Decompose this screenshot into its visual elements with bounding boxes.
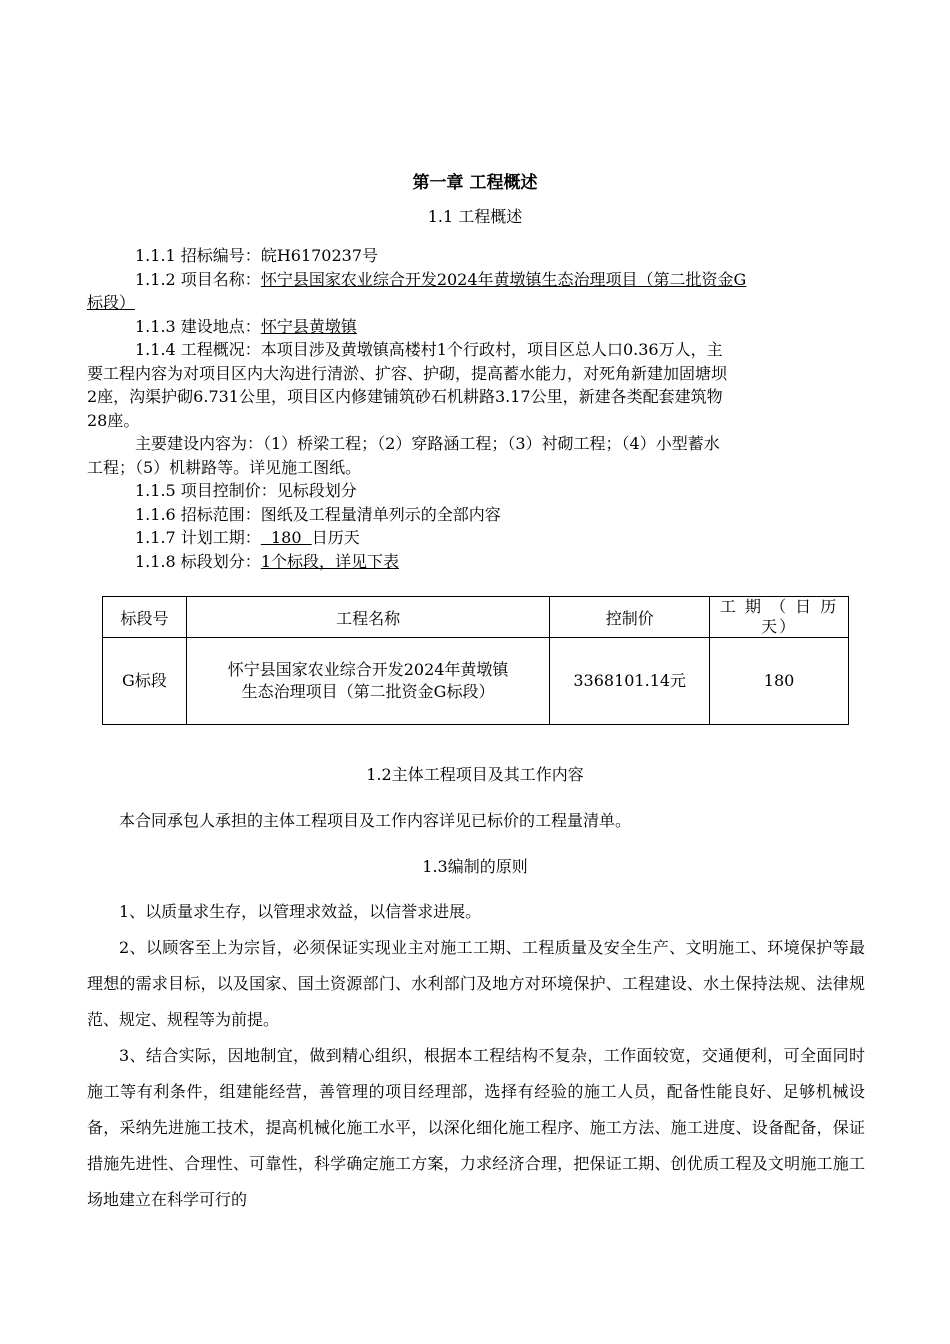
- project-name-line-2: [87, 291, 867, 315]
- overview-line-3: 2座，沟渠护砌6.731公里，项目区内修建铺筑砂石机耕路3.17公里，新建各类配套建筑物: [87, 387, 723, 406]
- table-cell-period: 180: [710, 638, 849, 725]
- section-title-1-1: 1.1 工程概述: [427, 207, 523, 226]
- period-line: [87, 526, 867, 550]
- principle-paragraph: 1、以质量求生存，以管理求效益，以信誉求进展。: [119, 902, 482, 921]
- table-header-row: [103, 597, 849, 638]
- paragraph-1-2: 本合同承包人承担的主体工程项目及工作内容详见已标价的工程量清单。: [119, 811, 632, 830]
- principle-paragraph: 2、以顾客至上为宗旨，必须保证实现业主对施工工期、工程质量及安全生产、文明施工、环境保护等最理想的需求目标，以及国家、国土资源部门、水利部门及地方对环境保护、工程建设、水土保持法规、法律规范、规定、规程等为前提。: [87, 938, 865, 1029]
- project-info-block: [87, 244, 867, 573]
- principle-paragraph: 3、结合实际，因地制宜，做到精心组织，根据本工程结构不复杂，工作面较宽，交通便利，可全面同时施工等有利条件，组建能经营，善管理的项目经理部，选择有经验的施工人员，配备性能良好、足够机械设备，采纳先进施工技术，提高机械化施工水平，以深化细化施工程序、施工方法、施工进度、设备配备，保证措施先进性、合理性、可靠性，科学确定施工方案，力求经济合理，把保证工期、创优质工程及文明施工施工场地建立在科学可行的: [87, 1046, 865, 1209]
- project-name-value-cont: 标段）: [87, 293, 136, 312]
- location-line: [87, 315, 867, 339]
- division-line: [87, 550, 867, 574]
- division-value: 1个标段，详见下表: [260, 551, 399, 571]
- project-name-value: 怀宁县国家农业综合开发2024年黄墩镇生态治理项目（第二批资金G: [260, 269, 747, 289]
- period-value: 180: [260, 528, 312, 547]
- table-cell-price: 3368101.14元: [550, 638, 710, 725]
- division-label: 1.1.8 标段划分：: [135, 551, 261, 571]
- main-content-line-2: 工程；（5）机耕路等。详见施工图纸。: [87, 457, 362, 477]
- overview-line-1: 1.1.4 工程概况：本项目涉及黄墩镇高楼村1个行政村，项目区总人口0.36万人，主: [135, 340, 723, 359]
- table-cell-name-line: 生态治理项目（第二批资金G标段）: [241, 682, 495, 701]
- period-unit: 日历天: [311, 528, 360, 547]
- principles-block: [87, 894, 865, 1218]
- table-cell-section: G标段: [103, 638, 187, 725]
- table-header-cell: 控制价: [550, 597, 710, 638]
- section-title-1-3: 1.3编制的原则: [422, 857, 528, 876]
- table-cell-name: [186, 638, 549, 725]
- overview-line-2: 要工程内容为对项目区内大沟进行清淤、扩容、护砌，提高蓄水能力，对死角新建加固塘坝: [87, 363, 728, 383]
- table-header-cell: 工程名称: [186, 597, 549, 638]
- bid-number-label: 1.1.1 招标编号：: [135, 246, 261, 265]
- table-header-cell: 标段号: [103, 597, 187, 638]
- bid-number-line: [87, 244, 867, 268]
- bid-section-table: [102, 596, 849, 725]
- control-price-line: 1.1.5 项目控制价：见标段划分: [135, 481, 357, 500]
- project-name-label: 1.1.2 项目名称：: [135, 269, 261, 289]
- table-header-cell: 工 期 （ 日 历 天）: [710, 597, 849, 638]
- period-label: 1.1.7 计划工期：: [135, 528, 261, 547]
- location-label: 1.1.3 建设地点：: [135, 316, 261, 336]
- table-row: [103, 638, 849, 725]
- project-name-line: [87, 268, 867, 292]
- location-value: 怀宁县黄墩镇: [260, 316, 357, 336]
- bid-scope-line: 1.1.6 招标范围：图纸及工程量清单列示的全部内容: [135, 504, 501, 524]
- section-title-1-2: 1.2主体工程项目及其工作内容: [366, 765, 584, 784]
- overview-line-4: 28座。: [87, 410, 140, 430]
- table-cell-name-line: 怀宁县国家农业综合开发2024年黄墩镇: [227, 660, 509, 679]
- bid-number-value: 皖H6170237号: [260, 246, 379, 265]
- main-content-line-1: 主要建设内容为：（1）桥梁工程；（2）穿路涵工程；（3）衬砌工程；（4）小型蓄水: [135, 434, 720, 453]
- chapter-title: 第一章 工程概述: [412, 173, 538, 193]
